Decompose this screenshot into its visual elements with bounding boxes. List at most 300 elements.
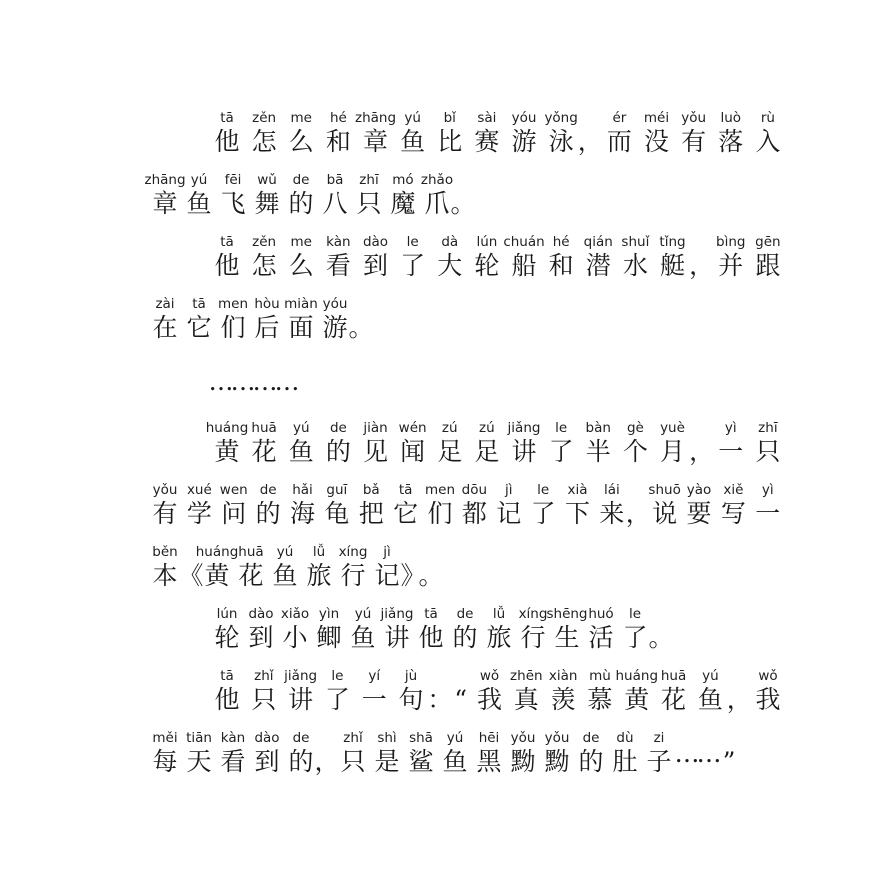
hanzi-character: 鱼 bbox=[697, 685, 723, 714]
pinyin-syllable: yú bbox=[446, 730, 464, 746]
character-cell bbox=[418, 543, 444, 591]
pinyin-syllable: huáng bbox=[205, 420, 249, 436]
text-line bbox=[148, 109, 785, 171]
pinyin-syllable: men bbox=[424, 482, 455, 498]
pinyin-syllable: bìng bbox=[716, 234, 746, 250]
punctuation-mark: … bbox=[696, 739, 722, 768]
hanzi-character: 花 bbox=[251, 437, 277, 466]
hanzi-character: 见 bbox=[362, 437, 388, 466]
pinyin-syllable: kàn bbox=[326, 234, 351, 250]
pinyin-syllable: lún bbox=[476, 234, 498, 250]
hanzi-character: 来 bbox=[599, 499, 625, 528]
character-cell bbox=[577, 109, 603, 157]
pinyin-syllable bbox=[404, 543, 422, 561]
pinyin-syllable bbox=[581, 109, 599, 127]
pinyin-syllable: qián bbox=[583, 234, 613, 250]
hanzi-character: 入 bbox=[755, 127, 781, 156]
hanzi-character: 赛 bbox=[474, 127, 500, 156]
character-cell bbox=[314, 729, 340, 777]
hanzi-character: 到 bbox=[362, 251, 388, 280]
character-cell bbox=[457, 481, 491, 529]
character-cell bbox=[216, 295, 250, 343]
punctuation-mark: 。 bbox=[348, 313, 374, 342]
pinyin-syllable: lái bbox=[603, 482, 620, 498]
hanzi-character: 水 bbox=[622, 251, 648, 280]
pinyin-syllable: de bbox=[259, 482, 277, 498]
pinyin-syllable: zhǎo bbox=[420, 172, 454, 188]
character-cell bbox=[210, 357, 232, 405]
character-cell bbox=[234, 543, 268, 591]
hanzi-character: 的 bbox=[325, 437, 351, 466]
hanzi-character: 龟 bbox=[324, 499, 350, 528]
character-cell bbox=[210, 667, 244, 715]
punctuation-mark: ， bbox=[689, 251, 715, 280]
character-cell bbox=[546, 667, 580, 715]
character-cell bbox=[427, 667, 453, 715]
character-cell bbox=[359, 233, 393, 281]
pinyin-syllable bbox=[352, 295, 370, 313]
character-cell bbox=[205, 419, 249, 467]
character-cell bbox=[714, 233, 748, 281]
text-line bbox=[148, 233, 785, 295]
hanzi-character: 记 bbox=[496, 499, 522, 528]
hanzi-character: 行 bbox=[520, 623, 546, 652]
hanzi-character: 花 bbox=[661, 685, 687, 714]
hanzi-character: 大 bbox=[437, 251, 463, 280]
pinyin-syllable: yuè bbox=[660, 420, 685, 436]
character-cell bbox=[148, 543, 182, 591]
character-cell bbox=[284, 419, 318, 467]
hanzi-character: 黄 bbox=[624, 685, 650, 714]
character-cell bbox=[751, 109, 785, 157]
hanzi-character: 只 bbox=[356, 189, 382, 218]
character-cell bbox=[470, 419, 504, 467]
pinyin-syllable: shēng bbox=[546, 606, 588, 622]
hanzi-character: 游 bbox=[511, 127, 537, 156]
hanzi-character: 问 bbox=[221, 499, 247, 528]
pinyin-syllable: yìn bbox=[318, 606, 340, 622]
pinyin-syllable: tǐng bbox=[659, 234, 686, 250]
hanzi-character: 鱼 bbox=[400, 127, 426, 156]
pinyin-syllable: yǒu bbox=[681, 110, 707, 126]
hanzi-character: 船 bbox=[511, 251, 537, 280]
character-cell bbox=[320, 481, 354, 529]
text-line bbox=[148, 481, 785, 543]
hanzi-character: 魔 bbox=[390, 189, 416, 218]
punctuation-mark: … bbox=[208, 367, 234, 396]
text-line bbox=[148, 667, 785, 729]
pinyin-syllable: zhāng bbox=[354, 110, 397, 126]
hanzi-character: 和 bbox=[548, 251, 574, 280]
character-cell bbox=[751, 481, 785, 529]
character-cell bbox=[284, 729, 318, 777]
hanzi-character: 轮 bbox=[474, 251, 500, 280]
hanzi-character: 八 bbox=[322, 189, 348, 218]
text-line bbox=[148, 419, 785, 481]
character-cell bbox=[581, 233, 615, 281]
pinyin-syllable: méi bbox=[643, 110, 670, 126]
punctuation-mark: 。 bbox=[648, 623, 674, 652]
character-cell bbox=[286, 481, 320, 529]
hanzi-character: 一 bbox=[361, 685, 387, 714]
hanzi-character: 艇 bbox=[659, 251, 685, 280]
pinyin-syllable: tā bbox=[220, 110, 234, 126]
text-line bbox=[144, 171, 785, 233]
character-cell bbox=[276, 357, 298, 405]
character-cell bbox=[396, 109, 430, 157]
pinyin-syllable: xiě bbox=[723, 482, 744, 498]
hanzi-character: 讲 bbox=[384, 623, 410, 652]
character-cell bbox=[544, 233, 578, 281]
hanzi-character: 面 bbox=[288, 313, 314, 342]
character-cell bbox=[618, 605, 652, 653]
hanzi-character: 们 bbox=[220, 313, 246, 342]
pinyin-syllable bbox=[720, 729, 738, 747]
pinyin-syllable: miàn bbox=[284, 296, 318, 312]
text-line bbox=[148, 543, 785, 605]
pinyin-syllable: wǒ bbox=[479, 668, 500, 684]
character-cell bbox=[268, 543, 302, 591]
pinyin-syllable: rù bbox=[760, 110, 775, 126]
character-cell bbox=[284, 295, 318, 343]
hanzi-character: 爪 bbox=[424, 189, 450, 218]
character-cell bbox=[720, 729, 738, 777]
hanzi-character: 比 bbox=[437, 127, 463, 156]
character-cell bbox=[584, 605, 618, 653]
text-line bbox=[148, 605, 785, 667]
character-cell bbox=[583, 667, 617, 715]
character-cell bbox=[420, 171, 454, 219]
character-cell bbox=[284, 171, 318, 219]
pinyin-syllable: jù bbox=[404, 668, 418, 684]
character-cell bbox=[320, 667, 354, 715]
pinyin-syllable bbox=[431, 667, 449, 685]
hanzi-character: 了 bbox=[530, 499, 556, 528]
hanzi-character: 并 bbox=[718, 251, 744, 280]
punctuation-mark: 《 bbox=[178, 561, 204, 590]
hanzi-character: 写 bbox=[720, 499, 746, 528]
hanzi-character: 章 bbox=[362, 127, 388, 156]
hanzi-character: 舞 bbox=[254, 189, 280, 218]
pinyin-syllable: zhēn bbox=[510, 668, 543, 684]
character-cell bbox=[348, 295, 374, 343]
hanzi-character: 我 bbox=[476, 685, 502, 714]
character-cell bbox=[247, 667, 281, 715]
punctuation-mark: … bbox=[674, 739, 700, 768]
punctuation-mark: 。 bbox=[418, 561, 444, 590]
character-cell bbox=[657, 667, 691, 715]
character-cell bbox=[404, 729, 438, 777]
hanzi-character: 黝 bbox=[544, 747, 570, 776]
pinyin-syllable: huā bbox=[660, 668, 687, 684]
character-cell bbox=[312, 605, 346, 653]
character-cell bbox=[482, 605, 516, 653]
hanzi-character: 轮 bbox=[214, 623, 240, 652]
character-cell bbox=[210, 109, 244, 157]
punctuation-mark: ， bbox=[314, 747, 340, 776]
hanzi-character: 章 bbox=[152, 189, 178, 218]
pinyin-syllable: zài bbox=[155, 296, 175, 312]
pinyin-syllable: sài bbox=[477, 110, 497, 126]
punctuation-mark: ， bbox=[625, 499, 651, 528]
character-cell bbox=[433, 419, 467, 467]
pinyin-syllable: yú bbox=[354, 606, 372, 622]
character-cell bbox=[472, 729, 506, 777]
character-cell bbox=[689, 233, 715, 281]
character-cell bbox=[302, 543, 336, 591]
hanzi-character: 行 bbox=[340, 561, 366, 590]
pinyin-syllable: bàn bbox=[585, 420, 611, 436]
pinyin-syllable: kàn bbox=[220, 730, 246, 746]
hanzi-character: 鲫 bbox=[316, 623, 342, 652]
pinyin-syllable: yú bbox=[276, 544, 294, 560]
character-cell bbox=[321, 233, 355, 281]
character-cell bbox=[544, 109, 578, 157]
hanzi-character: 游 bbox=[322, 313, 348, 342]
pinyin-syllable: zěn bbox=[252, 110, 277, 126]
character-cell bbox=[389, 481, 423, 529]
character-cell bbox=[448, 605, 482, 653]
character-cell bbox=[656, 233, 690, 281]
hanzi-character: 了 bbox=[548, 437, 574, 466]
pinyin-syllable bbox=[318, 729, 336, 747]
pinyin-syllable: dào bbox=[362, 234, 389, 250]
character-cell bbox=[210, 605, 244, 653]
character-cell bbox=[216, 729, 250, 777]
hanzi-character: 他 bbox=[214, 685, 240, 714]
pinyin-syllable bbox=[652, 605, 670, 623]
hanzi-character: 了 bbox=[324, 685, 350, 714]
pinyin-syllable: wen bbox=[219, 482, 248, 498]
character-cell bbox=[581, 419, 615, 467]
pinyin-syllable: me bbox=[290, 110, 312, 126]
hanzi-character: 本 bbox=[152, 561, 178, 590]
pinyin-syllable: lún bbox=[216, 606, 238, 622]
character-cell bbox=[318, 171, 352, 219]
character-cell bbox=[354, 109, 397, 157]
character-cell bbox=[216, 171, 250, 219]
character-cell bbox=[423, 481, 457, 529]
character-cell bbox=[321, 109, 355, 157]
pinyin-syllable: dōu bbox=[461, 482, 488, 498]
hanzi-character: 真 bbox=[513, 685, 539, 714]
pinyin-syllable: yǒu bbox=[510, 730, 536, 746]
text-line bbox=[148, 357, 785, 419]
story-text-body bbox=[144, 109, 785, 791]
pinyin-syllable: hé bbox=[552, 234, 570, 250]
hanzi-character: 们 bbox=[427, 499, 453, 528]
hanzi-character: 的 bbox=[452, 623, 478, 652]
pinyin-syllable: tā bbox=[424, 606, 438, 622]
hanzi-character: 鱼 bbox=[350, 623, 376, 652]
punctuation-mark: … bbox=[252, 367, 278, 396]
pinyin-syllable: huó bbox=[588, 606, 614, 622]
pinyin-syllable: xíng bbox=[338, 544, 368, 560]
character-cell bbox=[648, 481, 682, 529]
hanzi-character: 他 bbox=[214, 251, 240, 280]
hanzi-character: 海 bbox=[289, 499, 315, 528]
character-cell bbox=[595, 481, 629, 529]
hanzi-character: 讲 bbox=[511, 437, 537, 466]
hanzi-character: 么 bbox=[288, 251, 314, 280]
pinyin-syllable: tiān bbox=[186, 730, 212, 746]
hanzi-character: 的 bbox=[288, 189, 314, 218]
pinyin-syllable: dà bbox=[441, 234, 459, 250]
character-cell bbox=[247, 109, 281, 157]
character-cell bbox=[396, 419, 430, 467]
pinyin-syllable: shuō bbox=[648, 482, 681, 498]
hanzi-character: 黄 bbox=[214, 437, 240, 466]
character-cell bbox=[148, 729, 182, 777]
pinyin-syllable: yào bbox=[686, 482, 712, 498]
pinyin-syllable: wǔ bbox=[257, 172, 277, 188]
pinyin-syllable: zhǐ bbox=[343, 730, 363, 746]
hanzi-character: 跟 bbox=[755, 251, 781, 280]
character-cell bbox=[250, 729, 284, 777]
pinyin-syllable: xiàn bbox=[548, 668, 578, 684]
pinyin-syllable: běn bbox=[152, 544, 178, 560]
pinyin-syllable: shuǐ bbox=[621, 234, 650, 250]
hanzi-character: 旅 bbox=[306, 561, 332, 590]
hanzi-character: 飞 bbox=[220, 189, 246, 218]
character-cell bbox=[642, 729, 676, 777]
hanzi-character: 月 bbox=[659, 437, 685, 466]
hanzi-character: 的 bbox=[578, 747, 604, 776]
punctuation-mark: 》 bbox=[400, 561, 426, 590]
pinyin-syllable: lǚ bbox=[492, 606, 506, 622]
character-cell bbox=[698, 729, 720, 777]
character-cell bbox=[217, 481, 251, 529]
punctuation-mark: 。 bbox=[450, 189, 476, 218]
hanzi-character: 慕 bbox=[587, 685, 613, 714]
hanzi-character: 落 bbox=[718, 127, 744, 156]
text-line bbox=[148, 729, 785, 791]
character-cell bbox=[473, 667, 507, 715]
hanzi-character: 只 bbox=[755, 437, 781, 466]
pinyin-syllable: de bbox=[582, 730, 600, 746]
hanzi-character: 闻 bbox=[400, 437, 426, 466]
character-cell bbox=[244, 605, 278, 653]
pinyin-syllable: yì bbox=[761, 482, 774, 498]
pinyin-syllable: men bbox=[217, 296, 248, 312]
character-cell bbox=[682, 481, 716, 529]
pinyin-syllable: hēi bbox=[478, 730, 500, 746]
character-cell bbox=[232, 357, 254, 405]
pinyin-syllable: yí bbox=[368, 668, 381, 684]
pinyin-syllable: jiàn bbox=[363, 420, 388, 436]
pinyin-syllable: lǚ bbox=[312, 544, 326, 560]
hanzi-character: 泳 bbox=[548, 127, 574, 156]
hanzi-character: 有 bbox=[152, 499, 178, 528]
character-cell bbox=[751, 667, 785, 715]
character-cell bbox=[396, 233, 430, 281]
pinyin-syllable: xià bbox=[567, 482, 588, 498]
pinyin-syllable: yú bbox=[190, 172, 208, 188]
hanzi-character: 鱼 bbox=[272, 561, 298, 590]
hanzi-character: 把 bbox=[358, 499, 384, 528]
pinyin-syllable: shā bbox=[409, 730, 433, 746]
hanzi-character: 都 bbox=[461, 499, 487, 528]
character-cell bbox=[359, 419, 393, 467]
character-cell bbox=[507, 419, 541, 467]
pinyin-syllable: jiǎng bbox=[507, 420, 541, 436]
pinyin-syllable: huā bbox=[251, 420, 277, 436]
pinyin-syllable: yǒng bbox=[544, 110, 578, 126]
character-cell bbox=[561, 481, 595, 529]
hanzi-character: 黑 bbox=[476, 747, 502, 776]
character-cell bbox=[509, 667, 543, 715]
hanzi-character: 活 bbox=[588, 623, 614, 652]
pinyin-syllable: yú bbox=[404, 110, 421, 126]
pinyin-syllable: de bbox=[329, 420, 347, 436]
pinyin-syllable: dù bbox=[616, 730, 634, 746]
character-cell bbox=[602, 109, 636, 157]
pinyin-syllable: zhī bbox=[758, 420, 778, 436]
pinyin-syllable: yóu bbox=[511, 110, 537, 126]
character-cell bbox=[689, 419, 715, 467]
character-cell bbox=[251, 481, 285, 529]
character-cell bbox=[492, 481, 526, 529]
character-cell bbox=[677, 109, 711, 157]
character-cell bbox=[386, 171, 420, 219]
character-cell bbox=[195, 543, 239, 591]
character-cell bbox=[247, 233, 281, 281]
pinyin-syllable: zú bbox=[479, 420, 495, 436]
pinyin-syllable: de bbox=[292, 730, 310, 746]
hanzi-character: 到 bbox=[248, 623, 274, 652]
character-cell bbox=[352, 171, 386, 219]
hanzi-character: 羡 bbox=[550, 685, 576, 714]
character-cell bbox=[182, 481, 216, 529]
hanzi-character: 而 bbox=[606, 127, 632, 156]
pinyin-syllable bbox=[629, 481, 647, 499]
pinyin-syllable: de bbox=[292, 172, 310, 188]
hanzi-character: 讲 bbox=[288, 685, 314, 714]
character-cell bbox=[608, 729, 642, 777]
pinyin-syllable: bā bbox=[326, 172, 344, 188]
punctuation-mark: … bbox=[274, 367, 300, 396]
pinyin-syllable: fēi bbox=[224, 172, 242, 188]
hanzi-character: 么 bbox=[288, 127, 314, 156]
pinyin-syllable: tā bbox=[398, 482, 413, 498]
character-cell bbox=[336, 729, 370, 777]
character-cell bbox=[144, 171, 186, 219]
pinyin-syllable: gēn bbox=[755, 234, 781, 250]
pinyin-syllable: jì bbox=[383, 544, 391, 560]
character-cell bbox=[714, 419, 748, 467]
character-cell bbox=[716, 481, 750, 529]
character-cell bbox=[321, 419, 355, 467]
character-cell bbox=[414, 605, 448, 653]
pinyin-syllable: yǒu bbox=[152, 482, 178, 498]
hanzi-character: 我 bbox=[755, 685, 781, 714]
punctuation-mark: ” bbox=[722, 747, 736, 776]
hanzi-character: 每 bbox=[152, 747, 178, 776]
pinyin-syllable bbox=[730, 667, 748, 685]
character-cell bbox=[618, 233, 652, 281]
pinyin-syllable: guī bbox=[326, 482, 348, 498]
character-cell bbox=[354, 481, 388, 529]
character-cell bbox=[278, 605, 312, 653]
hanzi-character: 半 bbox=[585, 437, 611, 466]
hanzi-character: 黝 bbox=[510, 747, 536, 776]
pinyin-syllable: bǎ bbox=[362, 482, 380, 498]
character-cell bbox=[318, 295, 352, 343]
hanzi-character: 没 bbox=[643, 127, 669, 156]
hanzi-character: 学 bbox=[186, 499, 212, 528]
hanzi-character: 鱼 bbox=[288, 437, 314, 466]
character-cell bbox=[507, 109, 541, 157]
